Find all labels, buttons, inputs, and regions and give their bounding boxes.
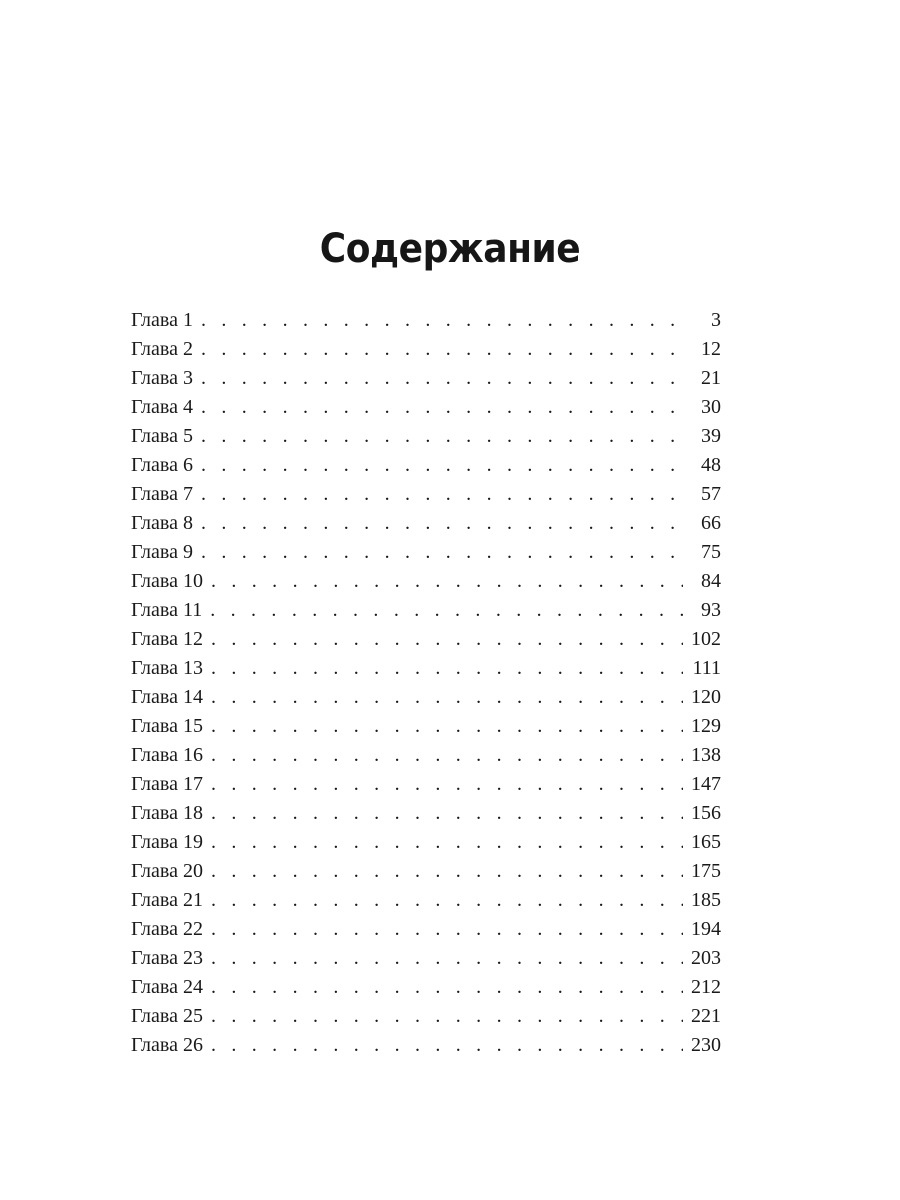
page-number: 48 — [701, 454, 721, 476]
toc-entry — [131, 973, 721, 1002]
page-number: 111 — [692, 657, 721, 679]
chapter-title: Глава 21 — [131, 889, 203, 911]
page-number: 84 — [701, 570, 721, 592]
chapter-title: Глава 5 — [131, 425, 193, 447]
dot-leader — [211, 567, 683, 596]
page-number: 57 — [701, 483, 721, 505]
toc-entry — [131, 509, 721, 538]
chapter-title: Глава 7 — [131, 483, 193, 505]
toc-entry — [131, 625, 721, 654]
dot-leader — [201, 480, 683, 509]
dot-leader — [201, 422, 683, 451]
dot-leader — [211, 944, 683, 973]
toc-entry — [131, 857, 721, 886]
page-number: 230 — [691, 1034, 721, 1056]
dot-leader — [210, 596, 683, 625]
chapter-title: Глава 25 — [131, 1005, 203, 1027]
toc-entry — [131, 944, 721, 973]
dot-leader — [201, 509, 683, 538]
toc-entry — [131, 770, 721, 799]
page-number: 185 — [691, 889, 721, 911]
toc-entry — [131, 1031, 721, 1060]
toc-entry — [131, 1002, 721, 1031]
dot-leader — [211, 741, 683, 770]
chapter-title: Глава 20 — [131, 860, 203, 882]
dot-leader — [211, 712, 683, 741]
toc-entry — [131, 886, 721, 915]
toc-entry — [131, 712, 721, 741]
dot-leader — [201, 393, 683, 422]
chapter-title: Глава 24 — [131, 976, 203, 998]
chapter-title: Глава 4 — [131, 396, 193, 418]
dot-leader — [201, 364, 683, 393]
chapter-title: Глава 6 — [131, 454, 193, 476]
dot-leader — [211, 654, 683, 683]
page-number: 30 — [701, 396, 721, 418]
chapter-title: Глава 16 — [131, 744, 203, 766]
dot-leader — [201, 335, 683, 364]
toc-entry — [131, 596, 721, 625]
dot-leader — [211, 770, 683, 799]
chapter-title: Глава 3 — [131, 367, 193, 389]
chapter-title: Глава 18 — [131, 802, 203, 824]
page-number: 93 — [701, 599, 721, 621]
dot-leader — [211, 828, 683, 857]
page-number: 120 — [691, 686, 721, 708]
dot-leader — [211, 1031, 683, 1060]
chapter-title: Глава 15 — [131, 715, 203, 737]
chapter-title: Глава 2 — [131, 338, 193, 360]
dot-leader — [201, 451, 683, 480]
chapter-title: Глава 9 — [131, 541, 193, 563]
toc-entry — [131, 364, 721, 393]
toc-entry — [131, 538, 721, 567]
page-number: 203 — [691, 947, 721, 969]
page-number: 221 — [691, 1005, 721, 1027]
page-number: 212 — [691, 976, 721, 998]
page-number: 175 — [691, 860, 721, 882]
toc-entry — [131, 799, 721, 828]
chapter-title: Глава 23 — [131, 947, 203, 969]
toc-entry — [131, 451, 721, 480]
toc-entry — [131, 567, 721, 596]
toc-entry — [131, 306, 721, 335]
toc-entry — [131, 393, 721, 422]
chapter-title: Глава 12 — [131, 628, 203, 650]
page-number: 156 — [691, 802, 721, 824]
page-number: 66 — [701, 512, 721, 534]
chapter-title: Глава 22 — [131, 918, 203, 940]
page-number: 12 — [701, 338, 721, 360]
page-number: 102 — [691, 628, 721, 650]
chapter-title: Глава 26 — [131, 1034, 203, 1056]
page-number: 138 — [691, 744, 721, 766]
page-title: Содержание — [319, 226, 581, 272]
toc-entry — [131, 335, 721, 364]
page-number: 194 — [691, 918, 721, 940]
page-number: 39 — [701, 425, 721, 447]
page-number: 75 — [701, 541, 721, 563]
chapter-title: Глава 1 — [131, 309, 193, 331]
page-number: 21 — [701, 367, 721, 389]
chapter-title: Глава 11 — [131, 599, 203, 621]
page-number: 147 — [691, 773, 721, 795]
dot-leader — [201, 306, 683, 335]
table-of-contents — [131, 306, 721, 1060]
toc-entry — [131, 654, 721, 683]
dot-leader — [211, 973, 683, 1002]
page-number: 3 — [711, 309, 721, 331]
dot-leader — [211, 886, 683, 915]
dot-leader — [211, 799, 683, 828]
toc-entry — [131, 828, 721, 857]
chapter-title: Глава 8 — [131, 512, 193, 534]
toc-entry — [131, 480, 721, 509]
dot-leader — [211, 1002, 683, 1031]
toc-entry — [131, 683, 721, 712]
toc-entry — [131, 422, 721, 451]
page-number: 129 — [691, 715, 721, 737]
toc-entry — [131, 915, 721, 944]
chapter-title: Глава 10 — [131, 570, 203, 592]
chapter-title: Глава 19 — [131, 831, 203, 853]
page-number: 165 — [691, 831, 721, 853]
toc-entry — [131, 741, 721, 770]
dot-leader — [211, 683, 683, 712]
dot-leader — [201, 538, 683, 567]
chapter-title: Глава 14 — [131, 686, 203, 708]
dot-leader — [211, 857, 683, 886]
chapter-title: Глава 17 — [131, 773, 203, 795]
dot-leader — [211, 625, 683, 654]
chapter-title: Глава 13 — [131, 657, 203, 679]
dot-leader — [211, 915, 683, 944]
